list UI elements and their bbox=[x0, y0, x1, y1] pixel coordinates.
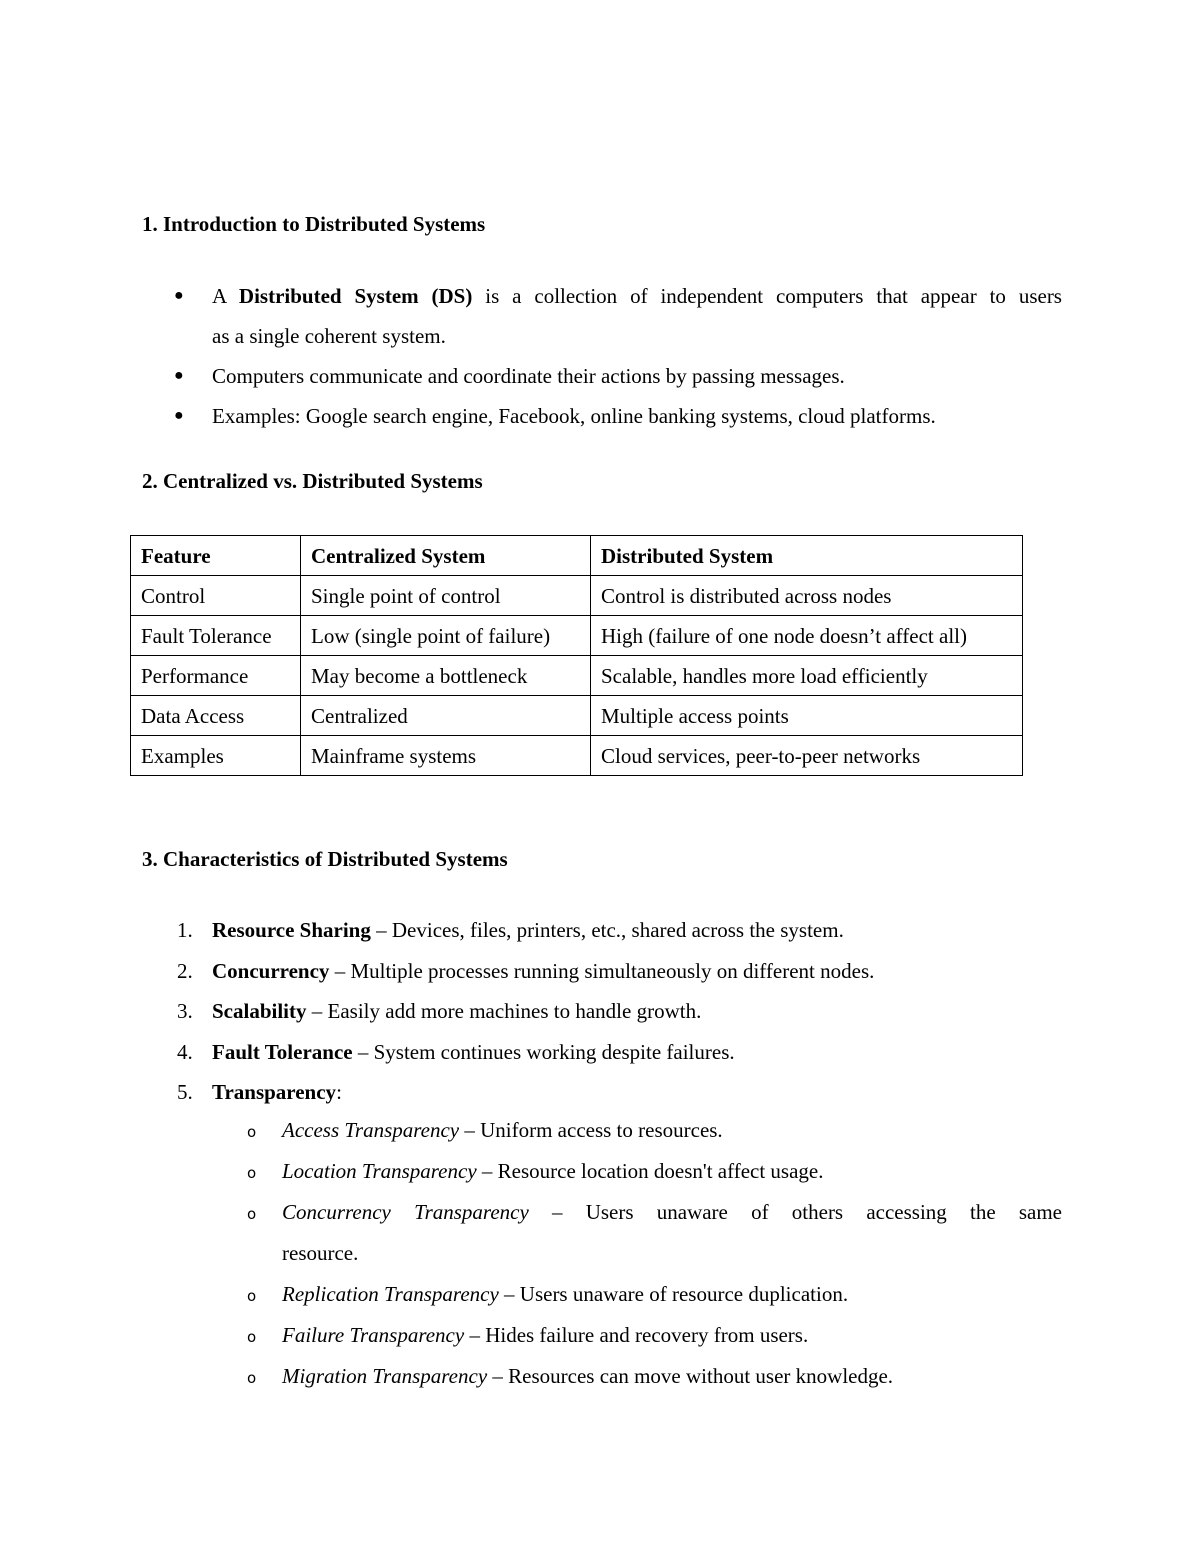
characteristic-term: Concurrency bbox=[212, 958, 330, 983]
list-item: 5. Transparency: bbox=[142, 1072, 1062, 1113]
table-cell: Centralized bbox=[301, 696, 591, 736]
table-cell: Examples bbox=[131, 736, 301, 776]
table-row bbox=[131, 696, 1023, 736]
table-row bbox=[131, 736, 1023, 776]
table-header-cell: Centralized System bbox=[301, 536, 591, 576]
table-cell: Fault Tolerance bbox=[131, 616, 301, 656]
list-number: 4. bbox=[177, 1039, 193, 1064]
table-cell: May become a bottleneck bbox=[301, 656, 591, 696]
characteristic-term: Fault Tolerance bbox=[212, 1039, 353, 1064]
list-item: ● Examples: Google search engine, Facebook, online banking systems, cloud platforms. bbox=[142, 396, 1062, 436]
table-cell: High (failure of one node doesn’t affect all) bbox=[591, 616, 1023, 656]
bullet-icon: ● bbox=[174, 367, 184, 384]
list-item: o Failure Transparency – Hides failure and recovery from users. bbox=[142, 1315, 1062, 1356]
table-row bbox=[131, 656, 1023, 696]
table-header-cell: Feature bbox=[131, 536, 301, 576]
section-2-heading: 2. Centralized vs. Distributed Systems bbox=[142, 469, 483, 493]
bullet-icon: ● bbox=[174, 287, 184, 304]
comparison-table bbox=[130, 535, 1023, 776]
table-header-cell: Distributed System bbox=[591, 536, 1023, 576]
term-distributed-system: Distributed System (DS) bbox=[238, 284, 473, 308]
table-cell: Low (single point of failure) bbox=[301, 616, 591, 656]
transparency-sub-list bbox=[142, 1110, 1062, 1397]
list-item: o Location Transparency – Resource location doesn't affect usage. bbox=[142, 1151, 1062, 1192]
intro-bullet-list bbox=[142, 276, 1062, 436]
characteristic-term: Scalability bbox=[212, 999, 307, 1023]
table-cell: Data Access bbox=[131, 696, 301, 736]
list-item: ● Computers communicate and coordinate their actions by passing messages. bbox=[142, 356, 1062, 396]
bullet-icon: ● bbox=[174, 407, 184, 424]
table-cell: Cloud services, peer-to-peer networks bbox=[591, 736, 1023, 776]
list-item: o Migration Transparency – Resources can move without user knowledge. bbox=[142, 1356, 1062, 1397]
list-item: ● A Distributed System (DS) is a collection of independent computers that appear to users as a single coherent system. bbox=[142, 276, 1062, 356]
circle-bullet-icon: o bbox=[247, 1328, 257, 1346]
table-cell: Multiple access points bbox=[591, 696, 1023, 736]
table-cell: Scalable, handles more load efficiently bbox=[591, 656, 1023, 696]
circle-bullet-icon: o bbox=[247, 1123, 257, 1141]
table-cell: Mainframe systems bbox=[301, 736, 591, 776]
circle-bullet-icon: o bbox=[247, 1205, 257, 1223]
list-number: 3. bbox=[177, 999, 193, 1023]
list-item: 2. Concurrency – Multiple processes running simultaneously on different nodes. bbox=[142, 951, 1062, 992]
list-item: o Access Transparency – Uniform access to resources. bbox=[142, 1110, 1062, 1151]
table-cell: Single point of control bbox=[301, 576, 591, 616]
table-cell: Performance bbox=[131, 656, 301, 696]
table-header-row bbox=[131, 536, 1023, 576]
circle-bullet-icon: o bbox=[247, 1287, 257, 1305]
table-row bbox=[131, 616, 1023, 656]
table-cell: Control bbox=[131, 576, 301, 616]
list-item: o Replication Transparency – Users unaware of resource duplication. bbox=[142, 1274, 1062, 1315]
section-3-heading: 3. Characteristics of Distributed Systems bbox=[142, 847, 508, 871]
characteristic-term: Transparency bbox=[212, 1080, 337, 1104]
list-number: 5. bbox=[177, 1080, 193, 1104]
list-item: 4. Fault Tolerance – System continues working despite failures. bbox=[142, 1032, 1062, 1073]
table-row bbox=[131, 576, 1023, 616]
table-cell: Control is distributed across nodes bbox=[591, 576, 1023, 616]
circle-bullet-icon: o bbox=[247, 1369, 257, 1387]
characteristics-list bbox=[142, 910, 1062, 1113]
list-number: 2. bbox=[177, 958, 193, 983]
characteristic-term: Resource Sharing bbox=[212, 918, 371, 942]
section-1-heading: 1. Introduction to Distributed Systems bbox=[142, 212, 486, 236]
list-number: 1. bbox=[177, 918, 193, 942]
list-item: 1. Resource Sharing – Devices, files, printers, etc., shared across the system. bbox=[142, 910, 1062, 951]
circle-bullet-icon: o bbox=[247, 1164, 257, 1182]
list-item: 3. Scalability – Easily add more machines to handle growth. bbox=[142, 991, 1062, 1032]
list-item: o Concurrency Transparency – Users unaware of others accessing the same resource. bbox=[142, 1192, 1062, 1274]
